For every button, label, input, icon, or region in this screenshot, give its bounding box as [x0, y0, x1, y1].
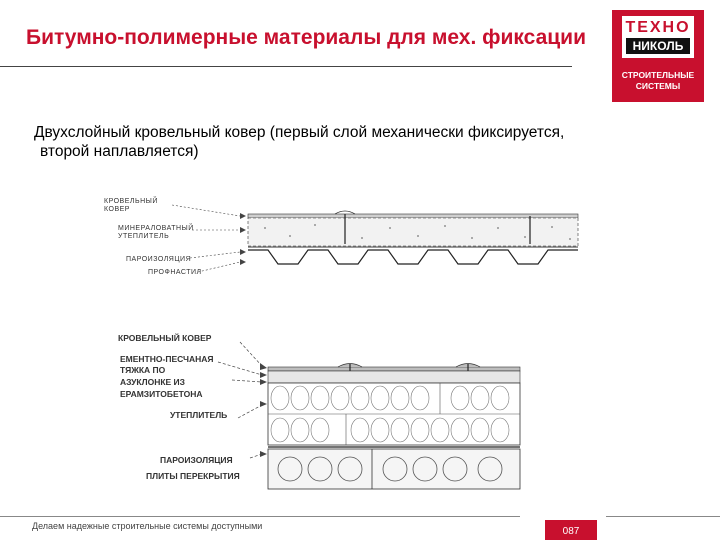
d1-label-vapor: ПАРОИЗОЛЯЦИЯ	[126, 256, 192, 263]
d1-label-insulation-b: УТЕПЛИТЕЛЬ	[118, 233, 170, 240]
d2-label-screed-a: ЕМЕНТНО-ПЕСЧАНАЯ	[120, 354, 214, 364]
d2-layers	[268, 364, 520, 490]
logo-line2: НИКОЛЬ	[626, 38, 690, 54]
d2-label-screed-c: АЗУКЛОНКЕ ИЗ	[120, 377, 185, 387]
d2-label-vapor: ПАРОИЗОЛЯЦИЯ	[160, 455, 233, 465]
d2-arrowheads	[260, 363, 267, 457]
roof-diagram-concrete-slab	[110, 320, 530, 495]
d1-arrowheads	[240, 213, 246, 265]
d1-label-roofing-a: КРОВЕЛЬНЫЙ	[104, 198, 158, 205]
d2-label-insulation: УТЕПЛИТЕЛЬ	[170, 410, 228, 420]
page-title: Битумно-полимерные материалы для мех. фиксации	[26, 26, 586, 49]
d2-label-roofing: КРОВЕЛЬНЫЙ КОВЕР	[118, 333, 212, 343]
footer-divider-right	[606, 516, 720, 517]
logo-subline2: СИСТЕМЫ	[635, 81, 681, 91]
d2-leader-lines	[218, 342, 262, 458]
d1-label-deck: ПРОФНАСТИЛ	[148, 269, 202, 276]
d1-label-roofing-b: КОВЕР	[104, 206, 130, 213]
page-number: 087	[545, 520, 597, 540]
footer-slogan: Делаем надежные строительные системы доступными	[32, 521, 263, 531]
title-divider	[0, 66, 572, 67]
d1-label-insulation-a: МИНЕРАЛОВАТНЫЙ	[118, 225, 194, 232]
logo-wordmark-box	[622, 16, 694, 58]
d2-label-slab: ПЛИТЫ ПЕРЕКРЫТИЯ	[146, 471, 240, 481]
footer-divider-left	[0, 516, 520, 517]
d1-layers	[248, 211, 578, 264]
roof-diagram-profiled-sheet	[100, 190, 590, 290]
subtitle-line1: Двухслойный кровельный ковер (первый слой механически фиксируется,	[34, 124, 565, 141]
subtitle-line2: второй наплавляется)	[40, 143, 199, 160]
logo-line1: ТЕХНО	[625, 19, 691, 36]
d2-label-screed-b: ТЯЖКА ПО	[120, 365, 166, 375]
tekhnonikol-logo	[612, 10, 704, 102]
logo-subline1: СТРОИТЕЛЬНЫЕ	[621, 70, 695, 80]
d2-label-screed-d: ЕРАМЗИТОБЕТОНА	[120, 389, 203, 399]
